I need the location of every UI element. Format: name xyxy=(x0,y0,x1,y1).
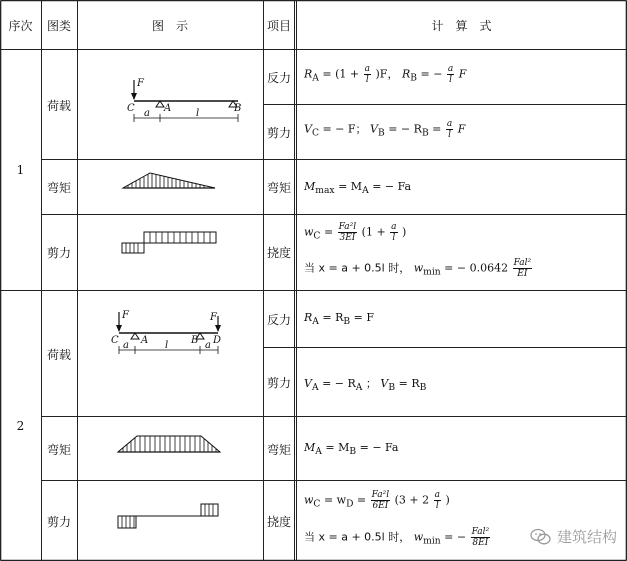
case1-reaction-item: 反力 xyxy=(266,70,291,85)
case1-deflection-formula: $w_C$ = $\frac{\text{Fa²l}}{3EI}$ (1 + $\frac{a}{l}$ ) xyxy=(304,222,407,243)
case1-moment-diagram xyxy=(120,168,220,193)
case2-fig-C: C xyxy=(111,335,119,346)
case2-reaction-formula: $R_A = R_B = F$ xyxy=(304,311,375,328)
case1-fig-F: F xyxy=(137,78,144,89)
case1-moment-label: 弯矩 xyxy=(46,181,71,195)
case2-fig-A: A xyxy=(141,335,149,346)
case1-fig-a: a xyxy=(144,108,150,119)
case1-deflection-line2: 当 x = a + 0.5l 时， $w_{min}$ = − 0.0642 $\frac{\text{Fal²}}{EI}$ xyxy=(304,258,532,279)
case2-shear-diagram xyxy=(115,500,225,535)
case2-fig-a1: a xyxy=(123,340,129,351)
case1-bending-item: 弯矩 xyxy=(266,181,291,195)
header-index: 序次 xyxy=(8,18,33,33)
case2-fig-a2: a xyxy=(205,340,211,351)
case1-index: 1 xyxy=(16,163,25,177)
case1-fig-B: B xyxy=(234,103,242,114)
case1-shear-label: 剪力 xyxy=(46,246,71,260)
case2-index: 2 xyxy=(16,419,25,433)
case1-deflection-item: 挠度 xyxy=(266,246,291,260)
case2-shear-formula: $V_A$ = − $R_A$ ； $V_B = R_B$ xyxy=(304,377,427,394)
watermark-text: 建筑结构 xyxy=(556,528,617,546)
case1-shear-formula: $V_C$ = − F； $V_B$ = − $R_B$ = $\frac{a}{l}$ F xyxy=(304,119,466,140)
case2-bending-formula: $M_A = M_B$ = − Fa xyxy=(304,441,399,458)
case2-moment-diagram xyxy=(115,430,225,460)
case1-shear-item: 剪力 xyxy=(266,125,291,140)
case2-fig-l: l xyxy=(165,340,169,351)
case2-deflection-line2: 当 x = a + 0.5l 时， $w_{min}$ = − $\frac{\text{Fal²}}{8EI}$ xyxy=(304,527,490,548)
wechat-icon xyxy=(530,528,552,546)
case2-moment-label: 弯矩 xyxy=(46,442,71,457)
case1-bending-formula: $M_{max} = M_A$ = − Fa xyxy=(304,180,412,197)
header-item: 项目 xyxy=(266,18,291,33)
case2-bending-item: 弯矩 xyxy=(266,442,291,457)
case2-load-diagram xyxy=(105,308,235,368)
case2-fig-F1: F xyxy=(122,310,129,321)
case2-reaction-item: 反力 xyxy=(266,313,291,327)
case1-load-diagram xyxy=(120,76,245,136)
case1-reaction-formula: $R_A = (1$ + $\frac{a}{l}$ )F， $R_B$ = − $\frac{a}{l}$ F xyxy=(304,64,467,85)
case2-fig-D: D xyxy=(213,335,222,346)
case2-fig-F2: F xyxy=(210,312,217,323)
case1-fig-l: l xyxy=(196,108,200,119)
case2-fig-B: B xyxy=(191,335,199,346)
case1-load-label: 荷载 xyxy=(46,98,71,113)
header-calc: 计 算 式 xyxy=(431,18,492,33)
case2-deflection-item: 挠度 xyxy=(266,514,291,529)
case1-fig-A: A xyxy=(164,103,172,114)
watermark xyxy=(530,526,617,547)
case2-deflection-formula: $w_C = w_D$ = $\frac{\text{Fa²l}}{6EI}$ (3 + 2 $\frac{a}{l}$ ) xyxy=(304,490,450,511)
header-figure: 图 示 xyxy=(151,18,188,33)
case1-fig-C: C xyxy=(127,103,135,114)
case2-shear-item: 剪力 xyxy=(266,376,291,390)
header-type: 图类 xyxy=(46,18,71,33)
case1-shear-diagram xyxy=(120,228,220,258)
case2-shear-label: 剪力 xyxy=(46,514,71,529)
case2-load-label: 荷载 xyxy=(46,347,71,362)
